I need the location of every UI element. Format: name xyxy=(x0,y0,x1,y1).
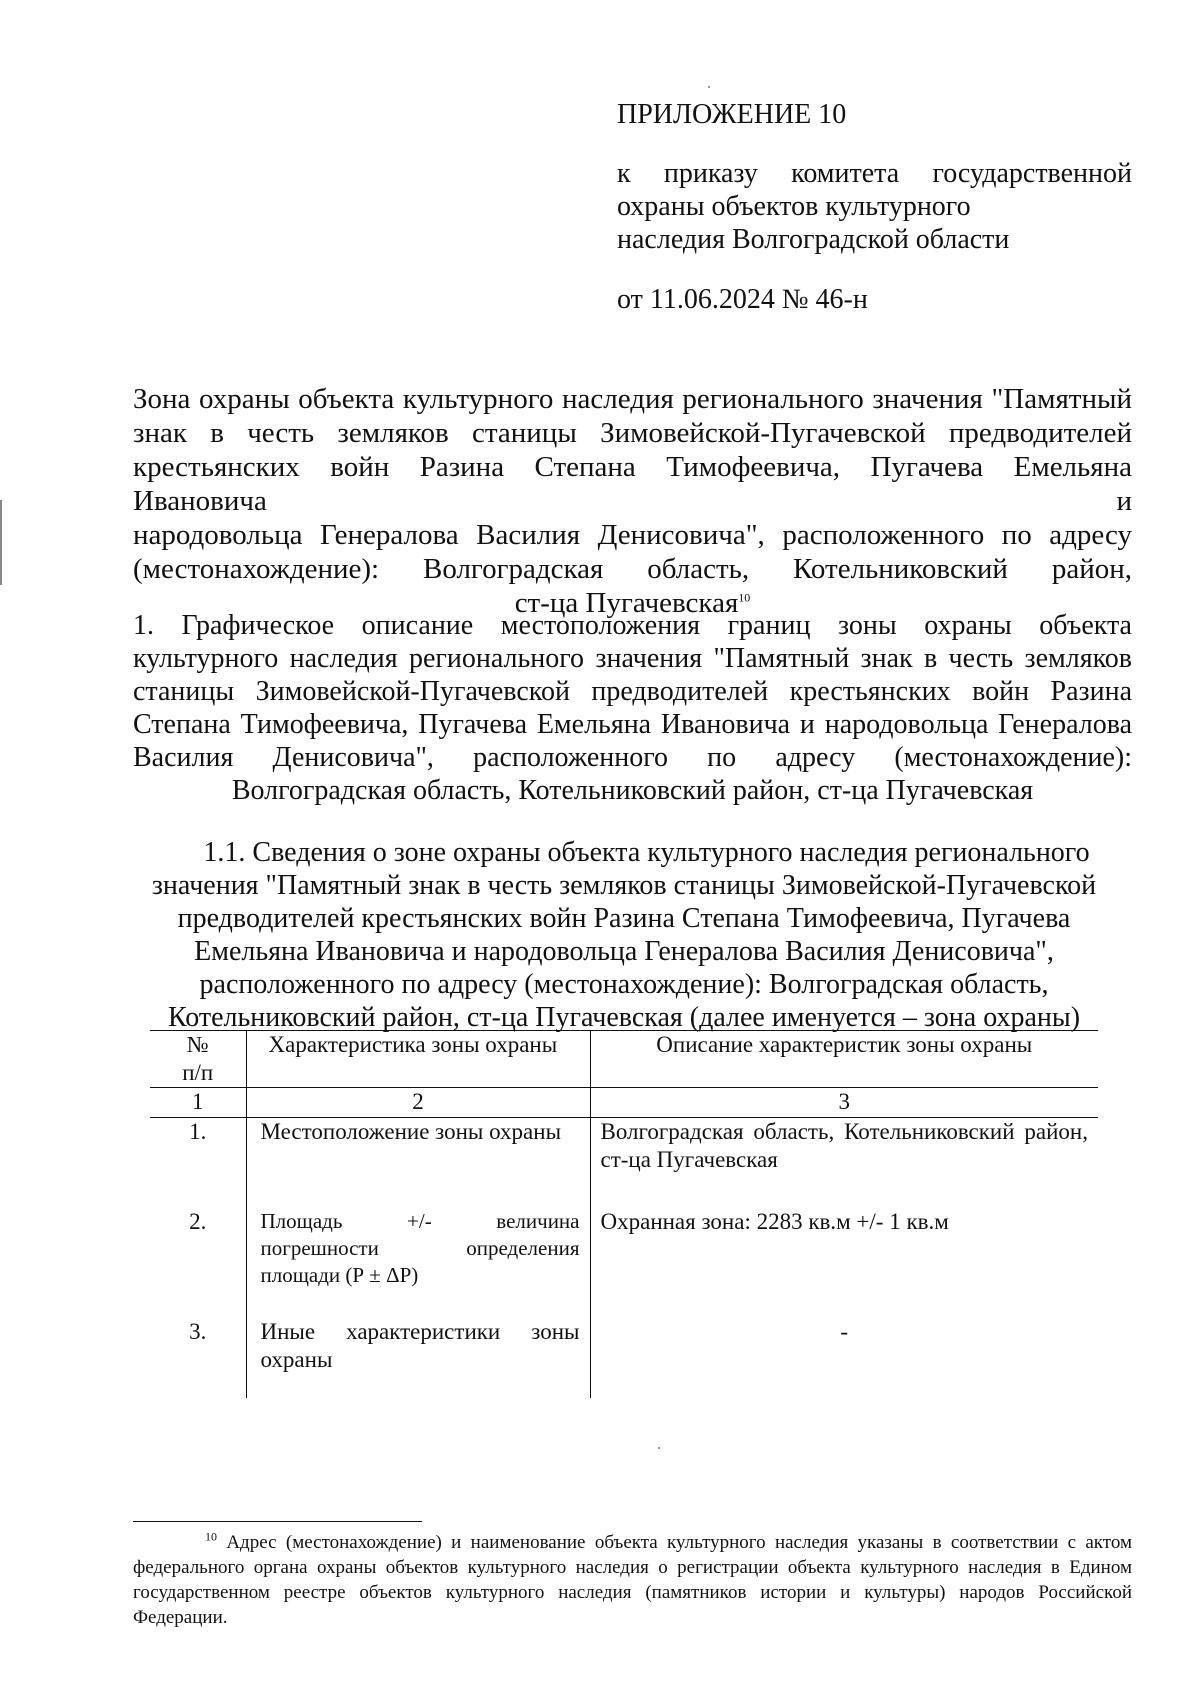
zone-characteristics-table xyxy=(150,1030,1098,1398)
row-number: 3. xyxy=(189,1318,207,1344)
header-characteristic: Характеристика зоны охраны xyxy=(246,1031,590,1088)
section-1 xyxy=(133,609,1132,807)
column-number: 3 xyxy=(590,1088,1098,1118)
document-title xyxy=(133,382,1132,620)
section-1-1-line: 1.1. Сведения о зоне охраны объекта культурного наследия регионального xyxy=(203,837,1090,868)
column-number: 2 xyxy=(246,1088,590,1118)
row-number: 1. xyxy=(189,1119,207,1144)
title-last-text: ст-ца Пугачевская xyxy=(514,587,739,619)
footnote-separator xyxy=(133,1521,422,1522)
appendix-line-3: наследия Волгоградской области xyxy=(617,224,1010,255)
scan-edge-mark xyxy=(0,500,2,585)
footnote xyxy=(133,1530,1132,1630)
row-characteristic: Площадь +/- величина погрешности определения площади (Р ± ΔР) xyxy=(246,1208,590,1318)
section-1-line: Василия Денисовича", расположенного по адресу (местонахождение): xyxy=(133,742,1132,773)
section-1-1 xyxy=(150,836,1098,1034)
section-1-1-line: значения "Памятный знак в честь земляков станицы Зимовейской-Пугачевской xyxy=(151,870,1097,901)
row-description: - xyxy=(590,1318,1098,1398)
table-row xyxy=(150,1318,1098,1398)
scan-speck xyxy=(708,86,710,88)
order-date-number: от 11.06.2024 № 46-н xyxy=(617,284,868,315)
column-number: 1 xyxy=(150,1088,246,1118)
appendix-line-2: охраны объектов культурного xyxy=(617,191,971,222)
header-description: Описание характеристик зоны охраны xyxy=(590,1031,1098,1088)
title-line: крестьянских войн Разина Степана Тимофеевича, Пугачева Емельяна Ивановича и xyxy=(133,451,1132,517)
footnote-text: Адрес (местонахождение) и наименование объекта культурного наследия указаны в соответствии с актом федерального органа охраны объектов культурного наследия о регистрации объекта культурного наследия в Едином государственном реестре объектов культурного наследия (памятников истории и культуры) народов Российской Федерации. xyxy=(133,1532,1132,1628)
title-line: знак в честь земляков станицы Зимовейской-Пугачевской предводителей xyxy=(133,417,1132,449)
row-description: Охранная зона: 2283 кв.м +/- 1 кв.м xyxy=(590,1208,1098,1318)
title-line: народовольца Генералова Василия Денисовича", расположенного по адресу xyxy=(133,519,1132,551)
row-number: 2. xyxy=(189,1208,207,1234)
appendix-line-1: к приказу комитета государственной xyxy=(617,158,1132,189)
header-number: № п/п xyxy=(150,1031,246,1088)
footnote-reference: 10 xyxy=(738,590,751,605)
section-1-line: Степана Тимофеевича, Пугачева Емельяна Ивановича и народовольца Генералова xyxy=(133,709,1132,740)
section-1-line: станицы Зимовейской-Пугачевской предводителей крестьянских войн Разина xyxy=(133,676,1132,707)
table-header-row xyxy=(150,1031,1098,1088)
row-characteristic: Иные характеристики зоны охраны xyxy=(246,1318,590,1398)
title-line: Зона охраны объекта культурного наследия регионального значения "Памятный xyxy=(133,383,1132,415)
appendix-heading: ПРИЛОЖЕНИЕ 10 xyxy=(617,99,847,130)
row-characteristic: Местоположение зоны охраны xyxy=(246,1118,590,1208)
table-column-number-row xyxy=(150,1088,1098,1118)
section-1-line: культурного наследия регионального значения "Памятный знак в честь земляков xyxy=(133,643,1132,674)
row-description: Волгоградская область, Котельниковский район, ст-ца Пугачевская xyxy=(590,1118,1098,1208)
section-1-1-line: предводителей крестьянских войн Разина Степана Тимофеевича, Пугачева xyxy=(177,903,1071,934)
table-row xyxy=(150,1118,1098,1208)
table-row xyxy=(150,1208,1098,1318)
section-1-1-line: Котельниковский район, ст-ца Пугачевская (далее именуется – зона охраны) xyxy=(167,1002,1081,1033)
scan-speck xyxy=(658,1447,660,1449)
section-1-1-line: Емельяна Ивановича и народовольца Генералова Василия Денисовича", xyxy=(194,936,1054,967)
section-1-1-line: расположенного по адресу (местонахождение): Волгоградская область, xyxy=(199,969,1049,1000)
section-1-last-line: Волгоградская область, Котельниковский район, ст-ца Пугачевская xyxy=(231,775,1034,806)
section-1-line: 1. Графическое описание местоположения границ зоны охраны объекта xyxy=(133,610,1132,641)
footnote-mark: 10 xyxy=(205,1529,217,1544)
title-line: (местонахождение): Волгоградская область, Котельниковский район, xyxy=(133,553,1132,585)
